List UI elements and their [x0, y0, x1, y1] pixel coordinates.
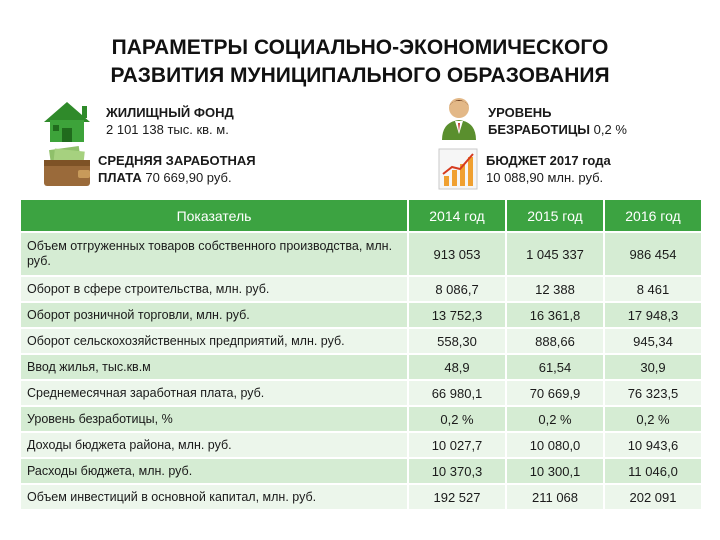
indicators-table	[21, 198, 701, 511]
housing-value: 2 101 138 тыс. кв. м.	[106, 122, 229, 137]
table-row	[21, 329, 701, 353]
budget-value: 10 088,90 млн. руб.	[486, 170, 604, 185]
person-icon	[440, 96, 478, 140]
cell-2016: 945,34	[605, 329, 701, 353]
cell-2014: 10 027,7	[409, 433, 507, 457]
cell-2014: 0,2 %	[409, 407, 507, 431]
cell-2016: 202 091	[605, 485, 701, 509]
page-title-line-1: ПАРАМЕТРЫ СОЦИАЛЬНО-ЭКОНОМИЧЕСКОГО	[111, 36, 609, 59]
cell-2014: 66 980,1	[409, 381, 507, 405]
cell-2015: 16 361,8	[507, 303, 605, 327]
salary-info	[98, 152, 256, 186]
row-label: Объем отгруженных товаров собственного производства, млн. руб.	[21, 233, 409, 275]
housing-info	[106, 104, 234, 138]
table-row	[21, 459, 701, 483]
table-row	[21, 233, 701, 275]
page-title-line-2: РАЗВИТИЯ МУНИЦИПАЛЬНОГО ОБРАЗОВАНИЯ	[110, 64, 610, 87]
cell-2014: 558,30	[409, 329, 507, 353]
row-label: Уровень безработицы, %	[21, 407, 409, 431]
salary-label-2: ПЛАТА	[98, 170, 142, 185]
row-label: Ввод жилья, тыс.кв.м	[21, 355, 409, 379]
cell-2016: 8 461	[605, 277, 701, 301]
table-row	[21, 485, 701, 509]
table-row	[21, 381, 701, 405]
cell-2016: 30,9	[605, 355, 701, 379]
wallet-icon	[42, 146, 92, 188]
table-row	[21, 407, 701, 431]
row-label: Оборот розничной торговли, млн. руб.	[21, 303, 409, 327]
row-label: Оборот в сфере строительства, млн. руб.	[21, 277, 409, 301]
column-header-2015: 2015 год	[507, 200, 605, 231]
budget-label: БЮДЖЕТ 2017 года	[486, 153, 611, 168]
house-icon	[40, 98, 94, 146]
cell-2014: 913 053	[409, 233, 507, 275]
column-header-2014: 2014 год	[409, 200, 507, 231]
cell-2016: 10 943,6	[605, 433, 701, 457]
table-row	[21, 355, 701, 379]
growth-chart-icon	[438, 148, 478, 190]
cell-2015: 0,2 %	[507, 407, 605, 431]
cell-2015: 10 080,0	[507, 433, 605, 457]
cell-2014: 8 086,7	[409, 277, 507, 301]
table-row	[21, 433, 701, 457]
table-row	[21, 303, 701, 327]
cell-2014: 13 752,3	[409, 303, 507, 327]
cell-2015: 12 388	[507, 277, 605, 301]
unemployment-label-2: БЕЗРАБОТИЦЫ	[488, 122, 591, 137]
cell-2014: 48,9	[409, 355, 507, 379]
row-label: Среднемесячная заработная плата, руб.	[21, 381, 409, 405]
row-label: Расходы бюджета, млн. руб.	[21, 459, 409, 483]
cell-2015: 211 068	[507, 485, 605, 509]
cell-2014: 192 527	[409, 485, 507, 509]
cell-2015: 70 669,9	[507, 381, 605, 405]
row-label: Оборот сельскохозяйственных предприятий, млн. руб.	[21, 329, 409, 353]
cell-2016: 76 323,5	[605, 381, 701, 405]
column-header-indicator: Показатель	[21, 200, 409, 231]
unemployment-label-1: УРОВЕНЬ	[488, 105, 552, 120]
table-row	[21, 277, 701, 301]
cell-2016: 17 948,3	[605, 303, 701, 327]
salary-label-1: СРЕДНЯЯ ЗАРАБОТНАЯ	[98, 153, 256, 168]
row-label: Доходы бюджета района, млн. руб.	[21, 433, 409, 457]
cell-2016: 0,2 %	[605, 407, 701, 431]
cell-2015: 1 045 337	[507, 233, 605, 275]
cell-2015: 10 300,1	[507, 459, 605, 483]
cell-2016: 11 046,0	[605, 459, 701, 483]
cell-2015: 61,54	[507, 355, 605, 379]
cell-2014: 10 370,3	[409, 459, 507, 483]
page-title	[0, 34, 720, 90]
cell-2016: 986 454	[605, 233, 701, 275]
unemployment-info	[488, 104, 627, 138]
housing-label: ЖИЛИЩНЫЙ ФОНД	[106, 105, 234, 120]
column-header-2016: 2016 год	[605, 200, 701, 231]
row-label: Объем инвестиций в основной капитал, млн. руб.	[21, 485, 409, 509]
budget-info	[486, 152, 611, 186]
cell-2015: 888,66	[507, 329, 605, 353]
unemployment-value: 0,2 %	[593, 122, 627, 137]
salary-value: 70 669,90 руб.	[145, 170, 232, 185]
table-header-row	[21, 200, 701, 231]
